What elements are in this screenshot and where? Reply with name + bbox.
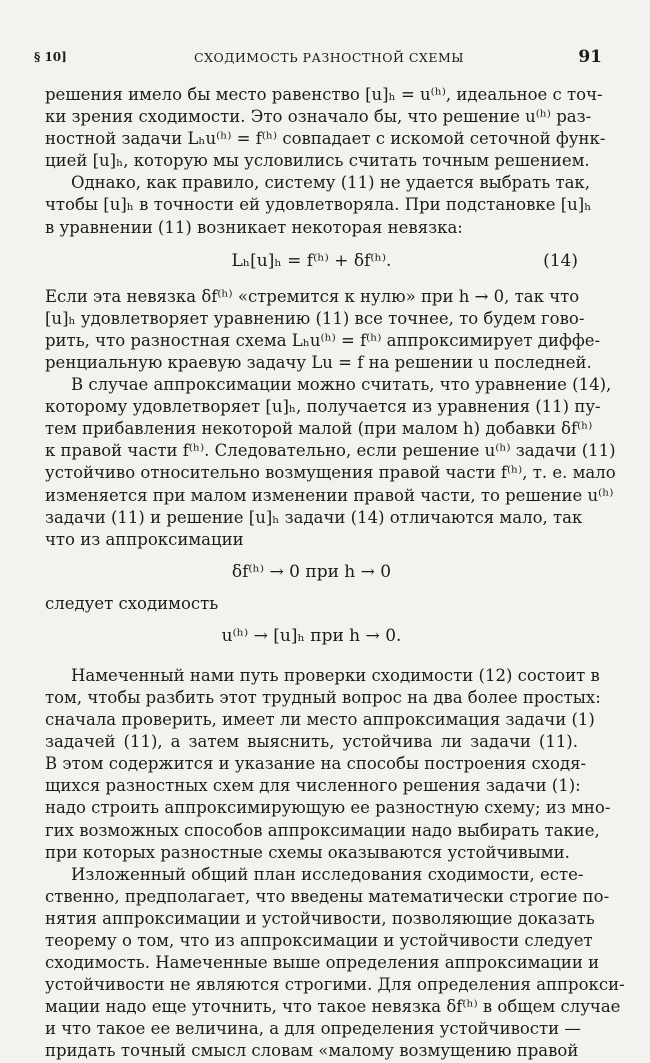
text-line: в уравнении (11) возникает некоторая невязка:	[45, 217, 463, 237]
text-line: задачей (11), а затем выяснить, устойчива ли задачи (11).	[45, 732, 578, 752]
text-line: устойчиво относительно возмущения правой части f⁽ʰ⁾, т. е. мало	[45, 463, 616, 483]
text-line: устойчивости не являются строгими. Для определения аппрокси-	[45, 975, 625, 995]
text-line: задачи (11) и решение [u]ₕ задачи (14) отличаются мало, так	[45, 507, 583, 527]
section-marker: § 10]	[34, 50, 67, 64]
text-line: сходимость. Намеченные выше определения аппроксимации и	[45, 953, 600, 973]
text-line: решения имело бы место равенство [u]ₕ = u⁽ʰ⁾, идеальное с точ-	[45, 85, 603, 104]
text-line: следует сходимость	[45, 593, 219, 613]
text-line: которому удовлетворяет [u]ₕ, получается из уравнения (11) пу-	[45, 397, 601, 417]
equation-number: (14)	[543, 250, 578, 271]
equation-expression: δf⁽ʰ⁾ → 0 при h → 0	[231, 561, 392, 582]
text-line: и что такое ее величина, а для определения устойчивости —	[45, 1019, 581, 1039]
text-line: ностной задачи Lₕu⁽ʰ⁾ = f⁽ʰ⁾ совпадает с искомой сеточной функ-	[45, 129, 606, 149]
text-line: ственно, предполагает, что введены математически строгие по-	[45, 886, 610, 906]
page-number: 91	[578, 47, 602, 67]
text-line: что из аппроксимации	[45, 529, 244, 549]
page-header	[34, 47, 602, 69]
text-line: том, чтобы разбить этот трудный вопрос на два более простых:	[45, 687, 601, 707]
text-line: изменяется при малом изменении правой части, то решение u⁽ʰ⁾	[45, 485, 614, 505]
equation-approximation	[45, 559, 578, 587]
text-line: при которых разностные схемы оказываются устойчивыми.	[45, 842, 570, 862]
equation-expression: u⁽ʰ⁾ → [u]ₕ при h → 0.	[221, 625, 402, 646]
running-title: СХОДИМОСТЬ РАЗНОСТНОЙ СХЕМЫ	[194, 50, 465, 65]
paragraph	[45, 374, 616, 551]
text-line: Изложенный общий план исследования сходимости, есте-	[71, 864, 584, 884]
text-line: Намеченный нами путь проверки сходимости (12) состоит в	[71, 665, 600, 685]
text-line: мации надо еще уточнить, что такое невязка δf⁽ʰ⁾ в общем случае	[45, 997, 621, 1017]
text-line: чтобы [u]ₕ в точности ей удовлетворяла. При подстановке [u]ₕ	[45, 195, 592, 215]
text-line: к правой части f⁽ʰ⁾. Следовательно, если решение u⁽ʰ⁾ задачи (11)	[45, 441, 616, 461]
equation-expression: Lₕ[u]ₕ = f⁽ʰ⁾ + δf⁽ʰ⁾.	[231, 250, 392, 271]
text-line: придать точный смысл словам «малому возмущению правой	[45, 1041, 579, 1061]
paragraph	[45, 172, 592, 238]
paragraph	[45, 84, 606, 172]
text-line: [u]ₕ удовлетворяет уравнению (11) все точнее, то будем гово-	[45, 308, 585, 328]
text-line: ренциальную краевую задачу Lu = f на решении u последней.	[45, 352, 592, 372]
paragraph	[45, 665, 611, 864]
page-body	[45, 84, 625, 1063]
text-line: В этом содержится и указание на способы построения сходя-	[45, 754, 587, 774]
text-line: щихся разностных схем для численного решения задачи (1):	[45, 776, 581, 796]
paragraph	[45, 286, 601, 374]
text-line: сначала проверить, имеет ли место аппроксимация задачи (1)	[45, 710, 595, 730]
text-line: теорему о том, что из аппроксимации и устойчивости следует	[45, 931, 593, 950]
text-line: тем прибавления некоторой малой (при малом h) добавки δf⁽ʰ⁾	[45, 419, 593, 439]
text-line: Если эта невязка δf⁽ʰ⁾ «стремится к нулю» при h → 0, так что	[45, 286, 580, 306]
text-line: цией [u]ₕ, которую мы условились считать точным решением.	[45, 151, 590, 171]
text-line: рить, что разностная схема Lₕu⁽ʰ⁾ = f⁽ʰ⁾ аппроксимирует диффе-	[45, 330, 601, 350]
text-line: В случае аппроксимации можно считать, что уравнение (14),	[71, 375, 612, 395]
equation-14	[45, 248, 578, 278]
text-line: гих возможных способов аппроксимации надо выбирать такие,	[45, 820, 600, 840]
paragraph	[45, 864, 625, 1063]
text-line: нятия аппроксимации и устойчивости, позволяющие доказать	[45, 908, 595, 928]
text-line: ки зрения сходимости. Это означало бы, что решение u⁽ʰ⁾ раз-	[45, 107, 592, 127]
text-line: надо строить аппроксимирующую ее разностную схему; из мно-	[45, 798, 611, 818]
text-line: Однако, как правило, систему (11) не удается выбрать так,	[71, 173, 590, 193]
equation-convergence	[45, 623, 578, 651]
